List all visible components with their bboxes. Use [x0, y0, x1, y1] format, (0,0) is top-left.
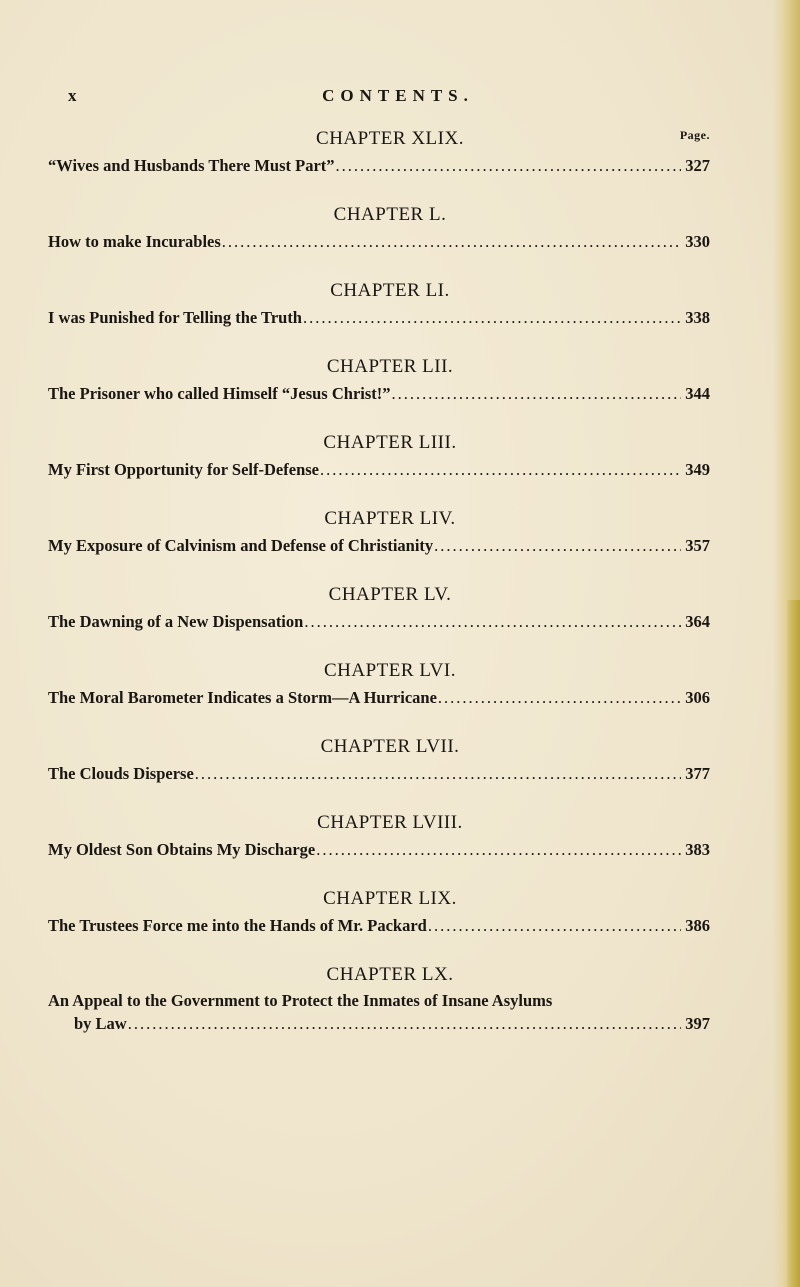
entry-page-number: 383: [685, 840, 710, 859]
toc-chapter-lviii: [48, 810, 710, 886]
dot-leader: [222, 230, 681, 254]
entry-page-number: 306: [685, 688, 710, 707]
chapter-heading: CHAPTER LII.: [326, 356, 454, 377]
page-header: [68, 86, 708, 108]
dot-leader: [128, 1012, 682, 1036]
page-number: x: [68, 86, 77, 105]
chapter-heading: CHAPTER LV.: [328, 584, 452, 605]
toc-chapter-li: [48, 278, 710, 354]
entry-title: The Trustees Force me into the Hands of Mr. Packard: [48, 916, 427, 935]
entry-title: The Clouds Disperse: [48, 764, 194, 783]
toc-chapter-lvii: [48, 734, 710, 810]
entry-title: How to make Incurables: [48, 232, 221, 251]
dot-leader: [428, 914, 681, 938]
dot-leader: [320, 458, 681, 482]
dot-leader: [438, 686, 681, 710]
toc-chapter-lv: [48, 582, 710, 658]
entry-title: My Exposure of Calvinism and Defense of Christianity: [48, 536, 434, 555]
toc-chapter-liii: [48, 430, 710, 506]
chapter-heading: CHAPTER XLIX.: [316, 128, 464, 149]
dot-leader: [392, 382, 682, 406]
entry-title: “Wives and Husbands There Must Part”: [48, 156, 335, 175]
toc-entry[interactable]: [48, 686, 710, 710]
chapter-heading: CHAPTER LIX.: [323, 888, 457, 909]
toc-chapter-lix: [48, 886, 710, 962]
entry-page-number: 364: [685, 612, 710, 631]
entry-page-number: 397: [685, 1014, 710, 1033]
chapter-heading: CHAPTER LIV.: [324, 508, 456, 529]
toc-entry[interactable]: [48, 1012, 710, 1036]
dot-leader: [336, 154, 682, 178]
entry-page-number: 338: [685, 308, 710, 327]
dot-leader: [303, 306, 681, 330]
toc-entry[interactable]: [48, 230, 710, 254]
entry-page-number: 344: [685, 384, 710, 403]
toc-entry[interactable]: [48, 154, 710, 178]
toc-chapter-lvi: [48, 658, 710, 734]
entry-title: My Oldest Son Obtains My Discharge: [48, 840, 316, 859]
dot-leader: [316, 838, 681, 862]
dot-leader: [195, 762, 681, 786]
chapter-heading: CHAPTER LX.: [326, 964, 454, 985]
dot-leader: [304, 610, 681, 634]
toc-chapter-l: [48, 202, 710, 278]
chapter-heading: CHAPTER LIII.: [323, 432, 457, 453]
table-of-contents: [48, 126, 710, 1038]
entry-page-number: 357: [685, 536, 710, 555]
toc-chapter-xlix: [48, 126, 710, 202]
toc-entry[interactable]: [48, 306, 710, 330]
chapter-heading: CHAPTER LVIII.: [317, 812, 463, 833]
toc-chapter-liv: [48, 506, 710, 582]
toc-entry[interactable]: [48, 534, 710, 558]
entry-title: My First Opportunity for Self-Defense: [48, 460, 319, 479]
chapter-heading: CHAPTER L.: [333, 204, 447, 225]
entry-title: The Prisoner who called Himself “Jesus Christ!”: [48, 384, 391, 403]
toc-entry[interactable]: [48, 458, 710, 482]
chapter-heading: CHAPTER LI.: [330, 280, 450, 301]
dot-leader: [434, 534, 681, 558]
entry-title-line-1[interactable]: An Appeal to the Government to Protect the Inmates of Insane Asylums: [48, 991, 553, 1010]
entry-page-number: 327: [685, 156, 710, 175]
toc-entry[interactable]: [48, 610, 710, 634]
chapter-heading: CHAPTER LVI.: [324, 660, 456, 681]
toc-entry[interactable]: [48, 382, 710, 406]
toc-entry[interactable]: [48, 914, 710, 938]
toc-chapter-lx: [48, 962, 710, 1038]
toc-chapter-lii: [48, 354, 710, 430]
toc-entry[interactable]: [48, 762, 710, 786]
page-edge-stain: [786, 600, 800, 1287]
entry-title: The Dawning of a New Dispensation: [48, 612, 304, 631]
entry-page-number: 330: [685, 232, 710, 251]
entry-page-number: 377: [685, 764, 710, 783]
page-column-label: Page.: [679, 128, 710, 142]
entry-title: The Moral Barometer Indicates a Storm—A Hurricane: [48, 688, 437, 707]
entry-page-number: 386: [685, 916, 710, 935]
chapter-heading: CHAPTER LVII.: [320, 736, 460, 757]
entry-page-number: 349: [685, 460, 710, 479]
entry-title-line-2: by Law: [74, 1014, 127, 1033]
running-title: CONTENTS.: [322, 86, 474, 105]
entry-title: I was Punished for Telling the Truth: [48, 308, 302, 327]
toc-entry[interactable]: [48, 838, 710, 862]
